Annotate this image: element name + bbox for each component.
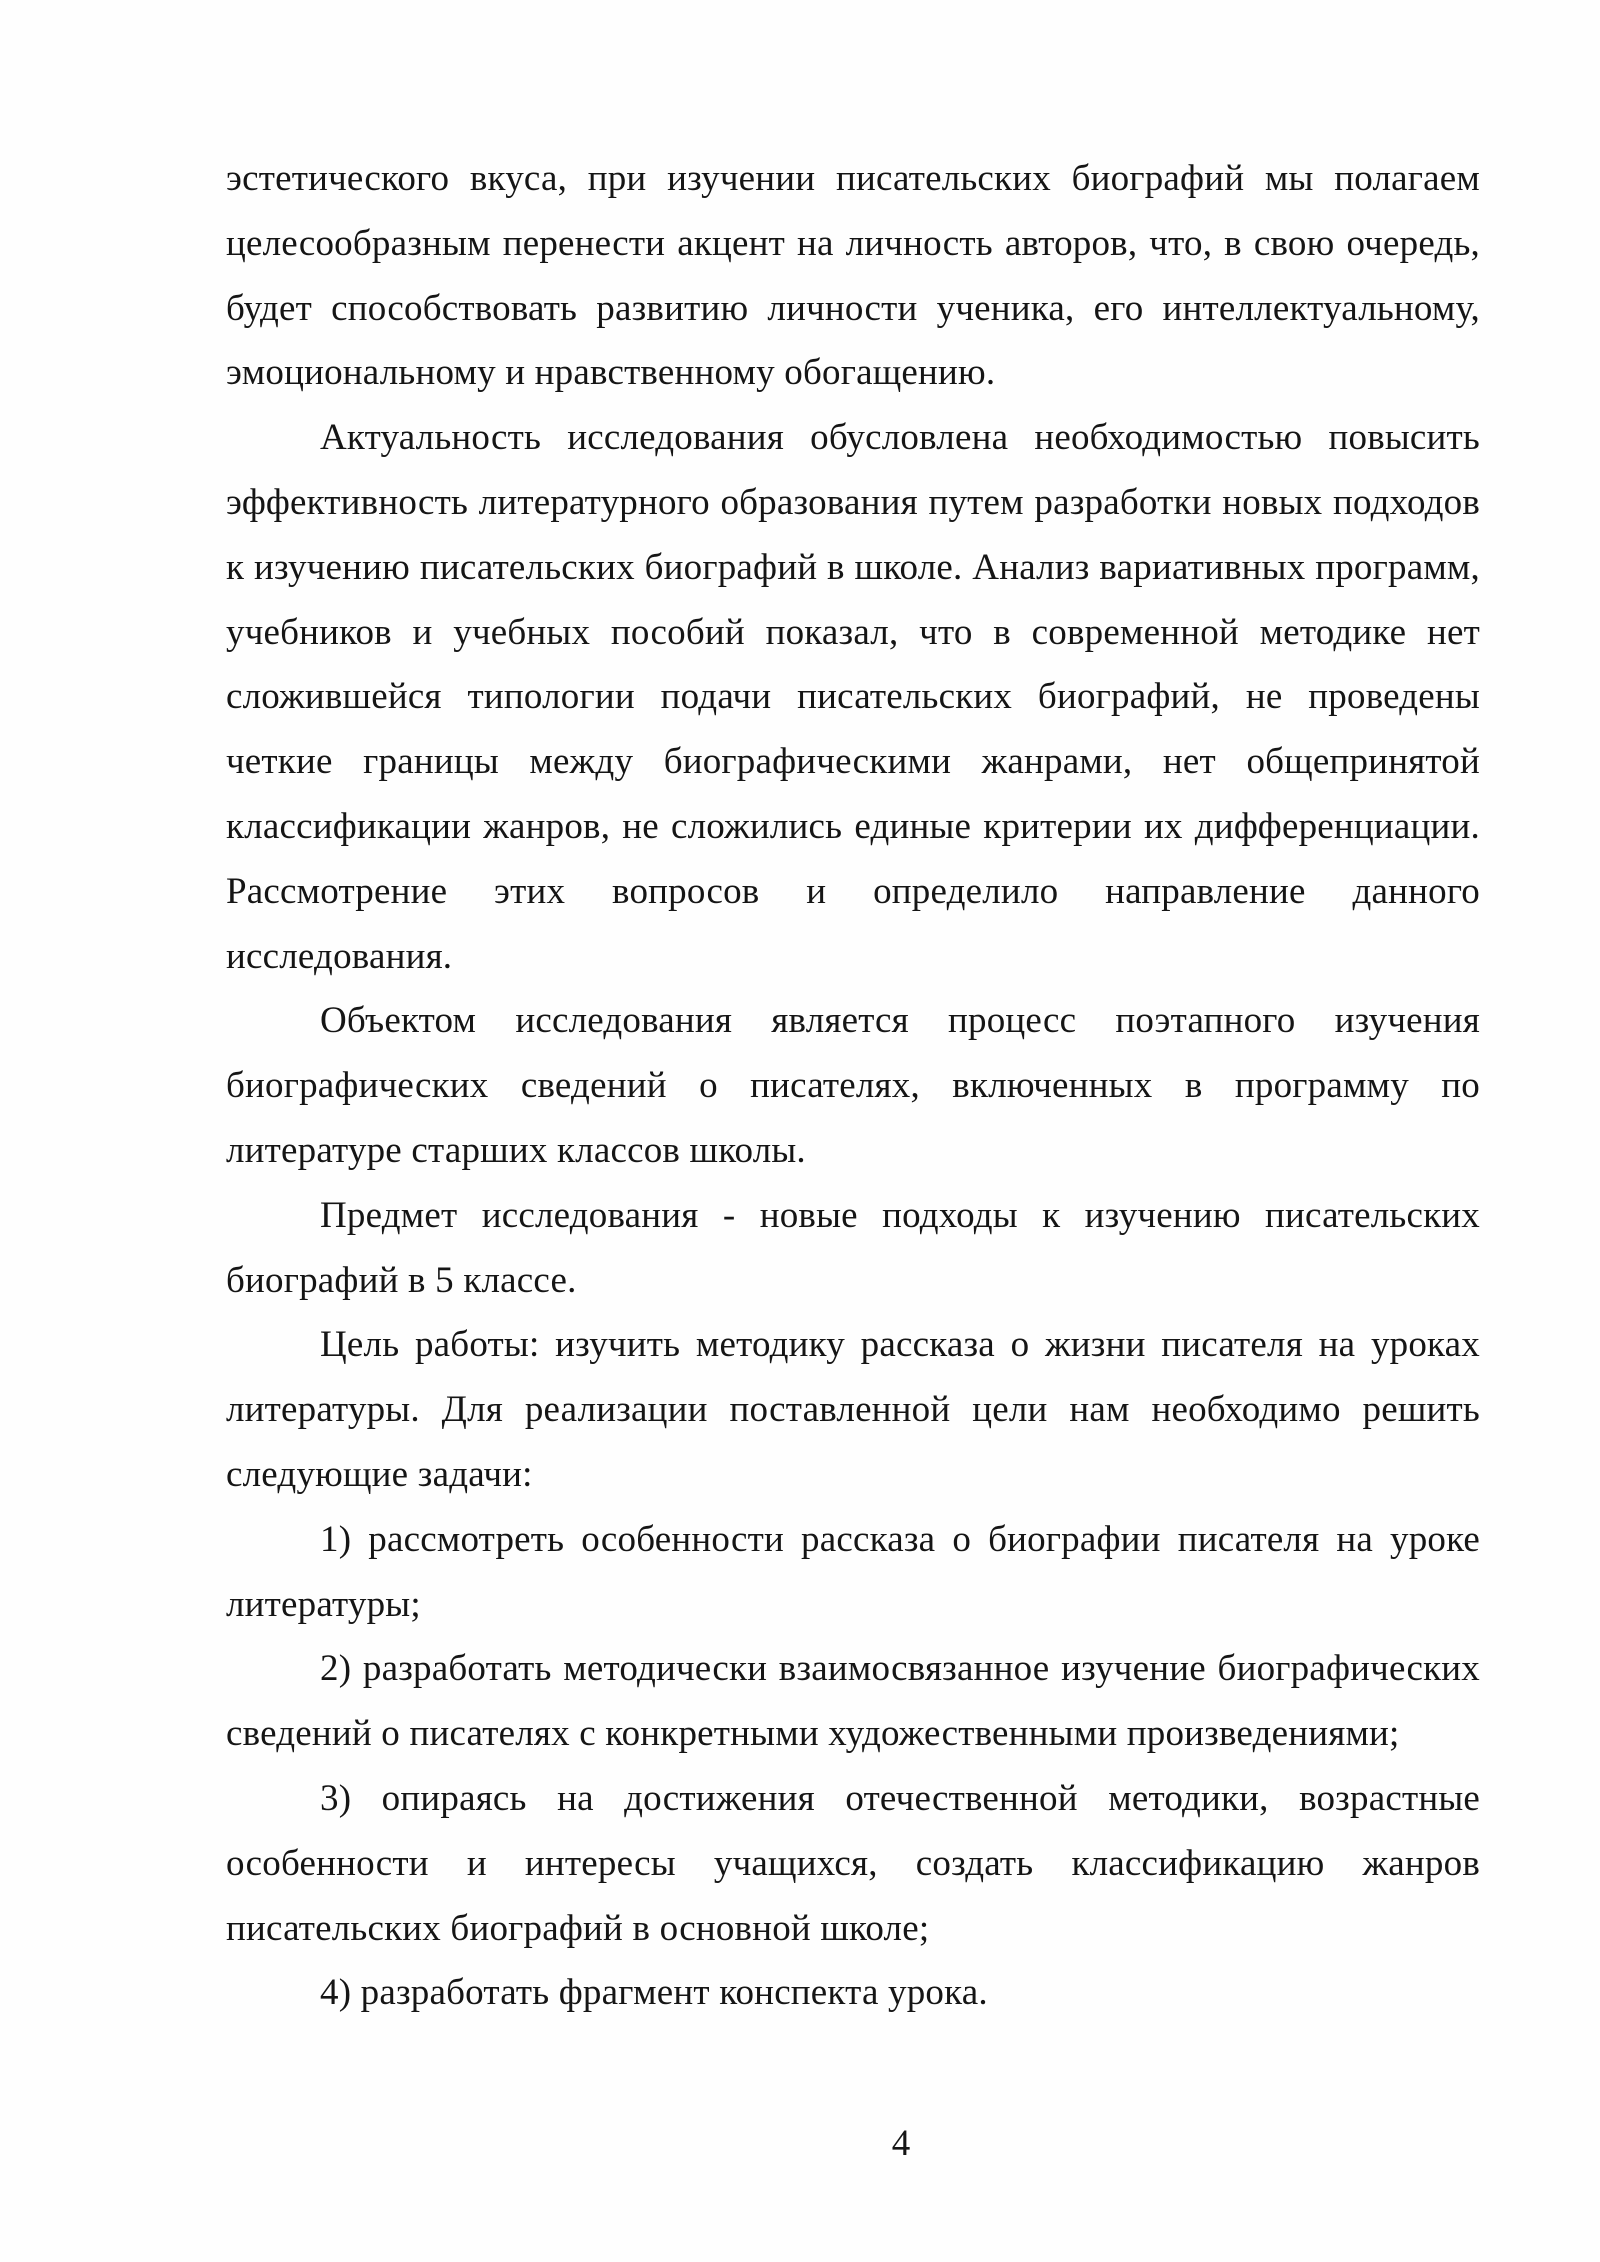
task-item-2: 2) разработать методически взаимосвязанное изучение биографических сведений о писателях с конкретными художественными произведениями; [226, 1648, 1480, 1755]
paragraph-continuation: эстетического вкуса, при изучении писательских биографий мы полагаем целесообразным перенести акцент на личность авторов, что, в свою очередь, будет способствовать развитию личности ученика, его интеллектуальному, эмоциональному и нравственному обогащению. [226, 158, 1480, 394]
paragraph-subject: Предмет исследования - новые подходы к изучению писательских биографий в 5 классе. [226, 1194, 1480, 1301]
paragraph-goal: Цель работы: изучить методику рассказа о жизни писателя на уроках литературы. Для реализации поставленной цели нам необходимо решить следующие задачи: [226, 1324, 1480, 1495]
paragraph-object: Объектом исследования является процесс поэтапного изучения биографических сведений о писателях, включенных в программу по литературе старших классов школы. [226, 1000, 1480, 1171]
task-item-4: 4) разработать фрагмент конспекта урока. [320, 1972, 988, 2014]
page-number: 4 [891, 2123, 911, 2164]
task-item-1: 1) рассмотреть особенности рассказа о биографии писателя на уроке литературы; [226, 1518, 1480, 1625]
paragraph-relevance: Актуальность исследования обусловлена необходимостью повысить эффективность литературного образования путем разработки новых подходов к изучению писательских биографий в школе. Анализ вариативных программ, учебников и учебных пособий показал, что в современной методике нет сложившейся типологии подачи писательских биографий, не проведены четкие границы между биографическими жанрами, нет общепринятой классификации жанров, не сложились единые критерии их дифференциации. Рассмотрение этих вопросов и определило направление данного исследования. [226, 417, 1480, 977]
task-item-3: 3) опираясь на достижения отечественной методики, возрастные особенности и интересы учащихся, создать классификацию жанров писательских биографий в основной школе; [226, 1777, 1480, 1949]
body-text [226, 147, 1480, 2026]
